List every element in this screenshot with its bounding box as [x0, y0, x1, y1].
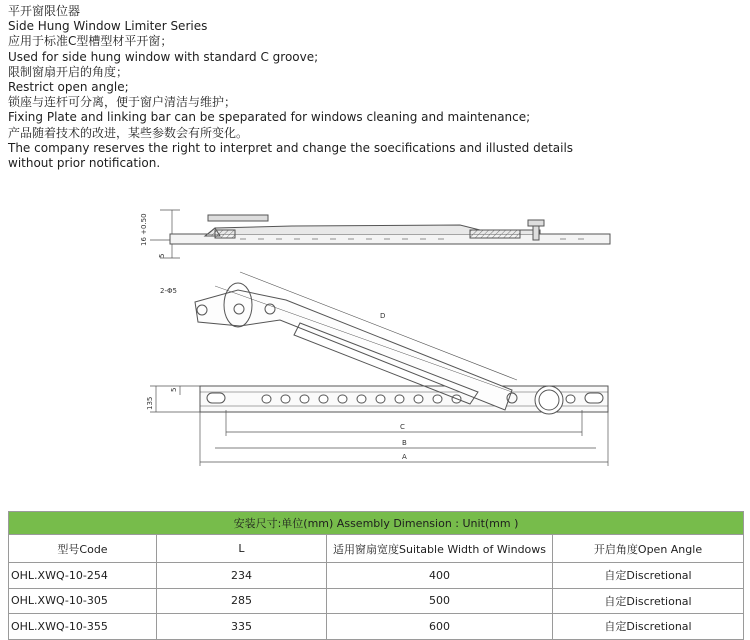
hole-label: 2-Φ5: [160, 287, 177, 295]
side-view: [150, 210, 610, 258]
title-cn: 平开窗限位器: [8, 4, 81, 18]
note-cn: 产品随着技术的改进，某些参数会有所变化。: [8, 125, 249, 140]
plan-view: [195, 272, 608, 414]
table-banner: 安装尺寸:单位(mm) Assembly Dimension : Unit(mm ): [9, 512, 744, 535]
dim-a-label: A: [402, 453, 407, 461]
note-en: Used for side hung window with standard C groove;: [8, 49, 319, 64]
dim-c-label: C: [400, 423, 405, 431]
note-cn: 锁座与连杆可分离，便于窗户清洁与维护；: [8, 95, 237, 110]
cell-angle: 自定Discretional: [553, 588, 744, 614]
dim-d-label: D: [380, 312, 386, 320]
cell-l: 285: [157, 588, 327, 614]
note-en: Restrict open angle;: [8, 80, 129, 95]
spec-table: [8, 511, 744, 640]
cell-width: 500: [327, 588, 553, 614]
dim-135-label: 135: [146, 396, 154, 410]
cell-angle: 自定Discretional: [553, 563, 744, 589]
cell-width: 600: [327, 614, 553, 640]
cell-l: 234: [157, 563, 327, 589]
cell-l: 335: [157, 614, 327, 640]
table-row: [9, 588, 744, 614]
note-cn: 应用于标准C型槽型材平开窗；: [8, 34, 173, 49]
dim-height-label: 16 +0.50: [140, 213, 148, 246]
table-row: [9, 614, 744, 640]
table-row: [9, 563, 744, 589]
cell-code: OHL.XWQ-10-254: [9, 563, 157, 589]
dim-5-bottom-label: 5: [170, 387, 178, 392]
cell-code: OHL.XWQ-10-305: [9, 588, 157, 614]
header-l: L: [157, 535, 327, 563]
cell-code: OHL.XWQ-10-355: [9, 614, 157, 640]
note-en: The company reserves the right to interpret and change the soecifications and illusted details without prior notification.: [8, 140, 574, 171]
dim-5-label: 5: [158, 253, 166, 258]
dim-b-label: B: [402, 439, 407, 447]
header-angle: 开启角度Open Angle: [553, 535, 744, 563]
cell-width: 400: [327, 563, 553, 589]
note-en: Fixing Plate and linking bar can be speparated for windows cleaning and maintenance;: [8, 110, 531, 125]
note-cn: 限制窗扇开启的角度；: [8, 64, 129, 79]
header-code: 型号Code: [9, 535, 157, 563]
header-width: 适用窗扇宽度Suitable Width of Windows: [327, 535, 553, 563]
cell-angle: 自定Discretional: [553, 614, 744, 640]
title-en: Side Hung Window Limiter Series: [8, 19, 208, 34]
